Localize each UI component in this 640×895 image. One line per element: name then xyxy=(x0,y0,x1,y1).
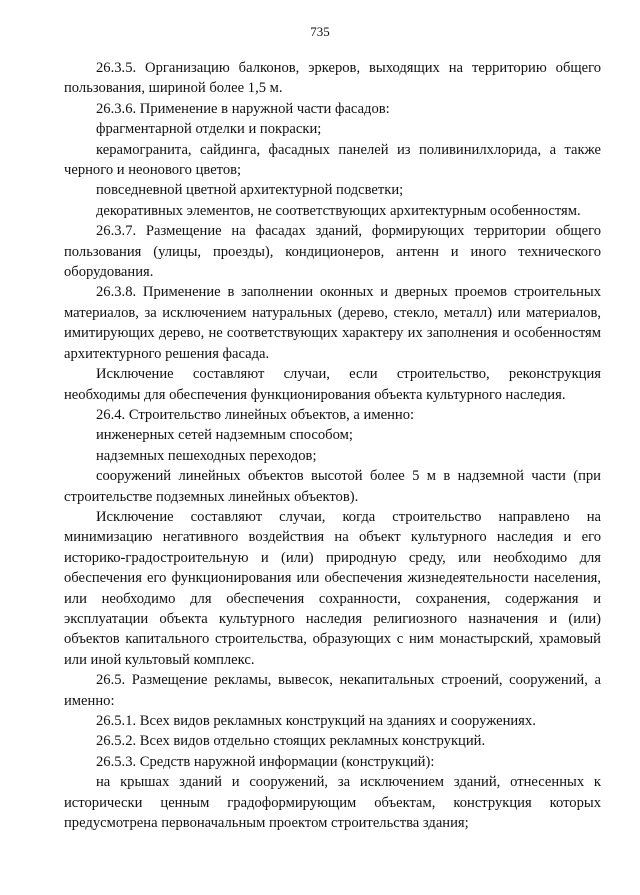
paragraph: инженерных сетей надземным способом; xyxy=(96,427,353,444)
paragraph: 26.3.8. Применение в заполнении оконных и дверных проемов строительных материалов, за исключением натуральных (дерево, стекло, металл) или материалов, имитирующих дерево, не соответствующих характеру их заполнения и особенностям архитектурного решения фасада. xyxy=(64,284,601,362)
paragraph: 26.4. Строительство линейных объектов, а именно: xyxy=(96,406,415,423)
document-body xyxy=(64,58,601,833)
paragraph: 26.5.1. Всех видов рекламных конструкций на зданиях и сооружениях. xyxy=(96,713,536,729)
paragraph: Исключение составляют случаи, если строительство, реконструкция необходимы для обеспечения функционирования объекта культурного наследия. xyxy=(64,366,601,403)
paragraph: повседневной цветной архитектурной подсветки; xyxy=(96,182,404,199)
paragraph: декоративных элементов, не соответствующих архитектурным особенностям. xyxy=(96,202,581,219)
paragraph: на крышах зданий и сооружений, за исключением зданий, отнесенных к исторически ценным градоформирующим объектам, конструкция которых предусмотрена первоначальным проектом строительства здания; xyxy=(64,774,601,832)
paragraph: 26.3.7. Размещение на фасадах зданий, формирующих территории общего пользования (улицы, проезды), кондиционеров, антенн и иного технического оборудования. xyxy=(64,223,601,281)
paragraph: надземных пешеходных переходов; xyxy=(96,447,317,464)
paragraph: сооружений линейных объектов высотой более 5 м в надземной части (при строительстве подземных линейных объектов). xyxy=(64,468,601,505)
paragraph: Исключение составляют случаи, когда строительство направлено на минимизацию негативного воздействия на объект культурного наследия и его историко-градостроительную и (или) природную среду, или необходимо для обеспечения его функционирования или обеспечения жизнедеятельности населения, или необходимо для обеспечения сохранности, сохранения, содержания и эксплуатации объекта культурного наследия религиозного назначения и (или) объектов капитального строительства, образующих с ним монастырский, храмовый или иной культовый комплекс. xyxy=(64,508,601,668)
paragraph: фрагментарной отделки и покраски; xyxy=(96,121,322,138)
paragraph: 26.5.3. Средств наружной информации (конструкций): xyxy=(96,753,435,770)
paragraph: 26.5. Размещение рекламы, вывесок, некапитальных строений, сооружений, а именно: xyxy=(64,672,601,709)
paragraph: 26.3.5. Организацию балконов, эркеров, выходящих на территорию общего пользования, шириной более 1,5 м. xyxy=(64,60,601,97)
paragraph: 26.5.2. Всех видов отдельно стоящих рекламных конструкций. xyxy=(96,733,486,750)
page-number: 735 xyxy=(310,24,330,39)
paragraph: керамогранита, сайдинга, фасадных панелей из поливинилхлорида, а также черного и неонового цветов; xyxy=(64,141,601,179)
paragraph: 26.3.6. Применение в наружной части фасадов: xyxy=(96,100,390,117)
